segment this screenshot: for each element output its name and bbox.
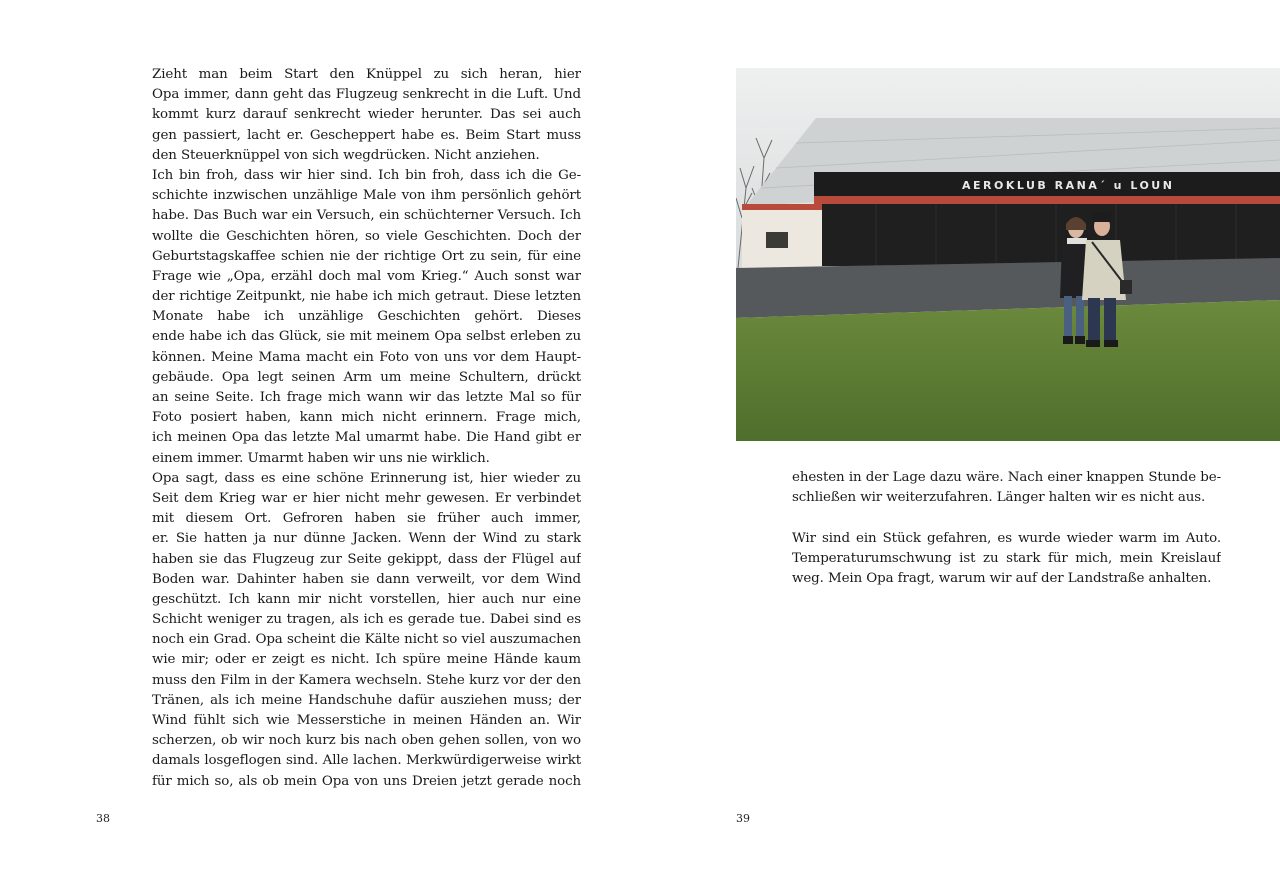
text-line: schließen wir weiterzufahren. Länger halten wir es nicht aus. (792, 490, 1206, 506)
text-line: Schicht weniger zu tragen, als ich es gerade tue. Dabei sind es (152, 612, 581, 628)
text-line: der richtige Zeitpunkt, nie habe ich mich getraut. Diese letzten (152, 289, 581, 305)
text-line: Foto posiert haben, kann mich nicht erinnern. Frage mich, (152, 410, 581, 426)
text-line: den Steuerknüppel von sich wegdrücken. Nicht anziehen. (152, 147, 540, 163)
text-line: wie mir; oder er zeigt es nicht. Ich spüre meine Hände kaum (152, 652, 581, 668)
text-line: damals losgeflogen sind. Alle lachen. Merkwürdigerweise wirkt (152, 753, 581, 769)
text-line: schichte inzwischen unzählige Male von ihm persönlich gehört (152, 188, 581, 204)
text-line: Opa immer, dann geht das Flugzeug senkrecht in die Luft. Und (152, 87, 581, 103)
text-line: Zieht man beim Start den Knüppel zu sich heran, hier (152, 67, 581, 82)
text-line: einem immer. Umarmt haben wir uns nie wirklich. (152, 450, 490, 466)
text-line: ehesten in der Lage dazu wäre. Nach einer knappen Stunde be- (792, 470, 1221, 485)
text-line: wollte die Geschichten hören, so viele Geschichten. Doch der (152, 228, 581, 244)
text-line: Temperaturumschwung ist zu stark für mich, mein Kreislauf (792, 550, 1221, 566)
text-line: Boden war. Dahinter haben sie dann verweilt, vor dem Wind (152, 571, 581, 587)
text-line: Monate habe ich unzählige Geschichten gehört. Dieses (152, 309, 581, 325)
text-line: er. Sie hatten ja nur dünne Jacken. Wenn der Wind zu stark (152, 531, 581, 547)
text-line: noch ein Grad. Opa scheint die Kälte nicht so viel auszumachen (152, 632, 581, 648)
text-line: habe. Das Buch war ein Versuch, ein schüchterner Versuch. Ich (152, 208, 581, 224)
page-number-left: 38 (96, 812, 110, 825)
text-line: weg. Mein Opa fragt, warum wir auf der Landstraße anhalten. (792, 570, 1212, 586)
hangar-photo (736, 68, 1280, 441)
text-line: ende habe ich das Glück, sie mit meinem Opa selbst erleben zu (152, 329, 581, 345)
text-line: Seit dem Krieg war er hier nicht mehr gewesen. Er verbindet (152, 490, 581, 506)
photo-grass (736, 300, 1280, 441)
text-line: geschützt. Ich kann mir nicht vorstellen, hier auch nur eine (152, 591, 581, 607)
text-line: an seine Seite. Ich frage mich wann wir das letzte Mal so für (152, 390, 581, 405)
text-line: für mich so, als ob mein Opa von uns Dreien jetzt gerade noch (152, 773, 581, 789)
text-line: ich meinen Opa das letzte Mal umarmt habe. Die Hand gibt er (152, 430, 581, 446)
left-page-body-text (152, 65, 581, 792)
right-page-body-text (792, 468, 1221, 589)
hangar-doors (822, 204, 1280, 266)
text-line: gen passiert, lacht er. Gescheppert habe es. Beim Start muss (152, 127, 581, 143)
text-line: können. Meine Mama macht ein Foto von uns vor dem Haupt- (152, 349, 581, 365)
text-line: mit diesem Ort. Gefroren haben sie früher auch immer, (152, 511, 581, 527)
text-line: Tränen, als ich meine Handschuhe dafür ausziehen muss; der (152, 692, 581, 708)
paragraph-gap (792, 508, 1221, 528)
text-line: haben sie das Flugzeug zur Seite gekippt, dass der Flügel auf (152, 551, 581, 567)
text-line: Wir sind ein Stück gefahren, es wurde wieder warm im Auto. (792, 530, 1221, 546)
text-line: Frage wie „Opa, erzähl doch mal vom Krieg.“ Auch sonst war (152, 268, 581, 284)
text-line: Wind fühlt sich wie Messerstiche in meinen Händen an. Wir (152, 713, 581, 728)
hangar-sign-text: AEROKLUB RANA´ u LOUN (962, 179, 1175, 192)
hangar-trim (814, 196, 1280, 204)
annex-window (766, 232, 788, 248)
text-line: kommt kurz darauf senkrecht wieder herunter. Das sei auch (152, 107, 581, 123)
right-page (640, 0, 1280, 892)
text-line: scherzen, ob wir noch kurz bis nach oben gehen sollen, von wo (152, 733, 581, 749)
text-line: gebäude. Opa legt seinen Arm um meine Schultern, drückt (152, 369, 581, 385)
text-line: Ich bin froh, dass wir hier sind. Ich bin froh, dass ich die Ge- (152, 167, 581, 183)
text-line: Opa sagt, dass es eine schöne Erinnerung ist, hier wieder zu (152, 470, 581, 486)
text-line: muss den Film in der Kamera wechseln. Stehe kurz vor der den (152, 672, 581, 688)
text-line: Geburtstagskaffee schien nie der richtige Ort zu sein, für eine (152, 248, 581, 264)
page-number-right: 39 (736, 812, 750, 825)
